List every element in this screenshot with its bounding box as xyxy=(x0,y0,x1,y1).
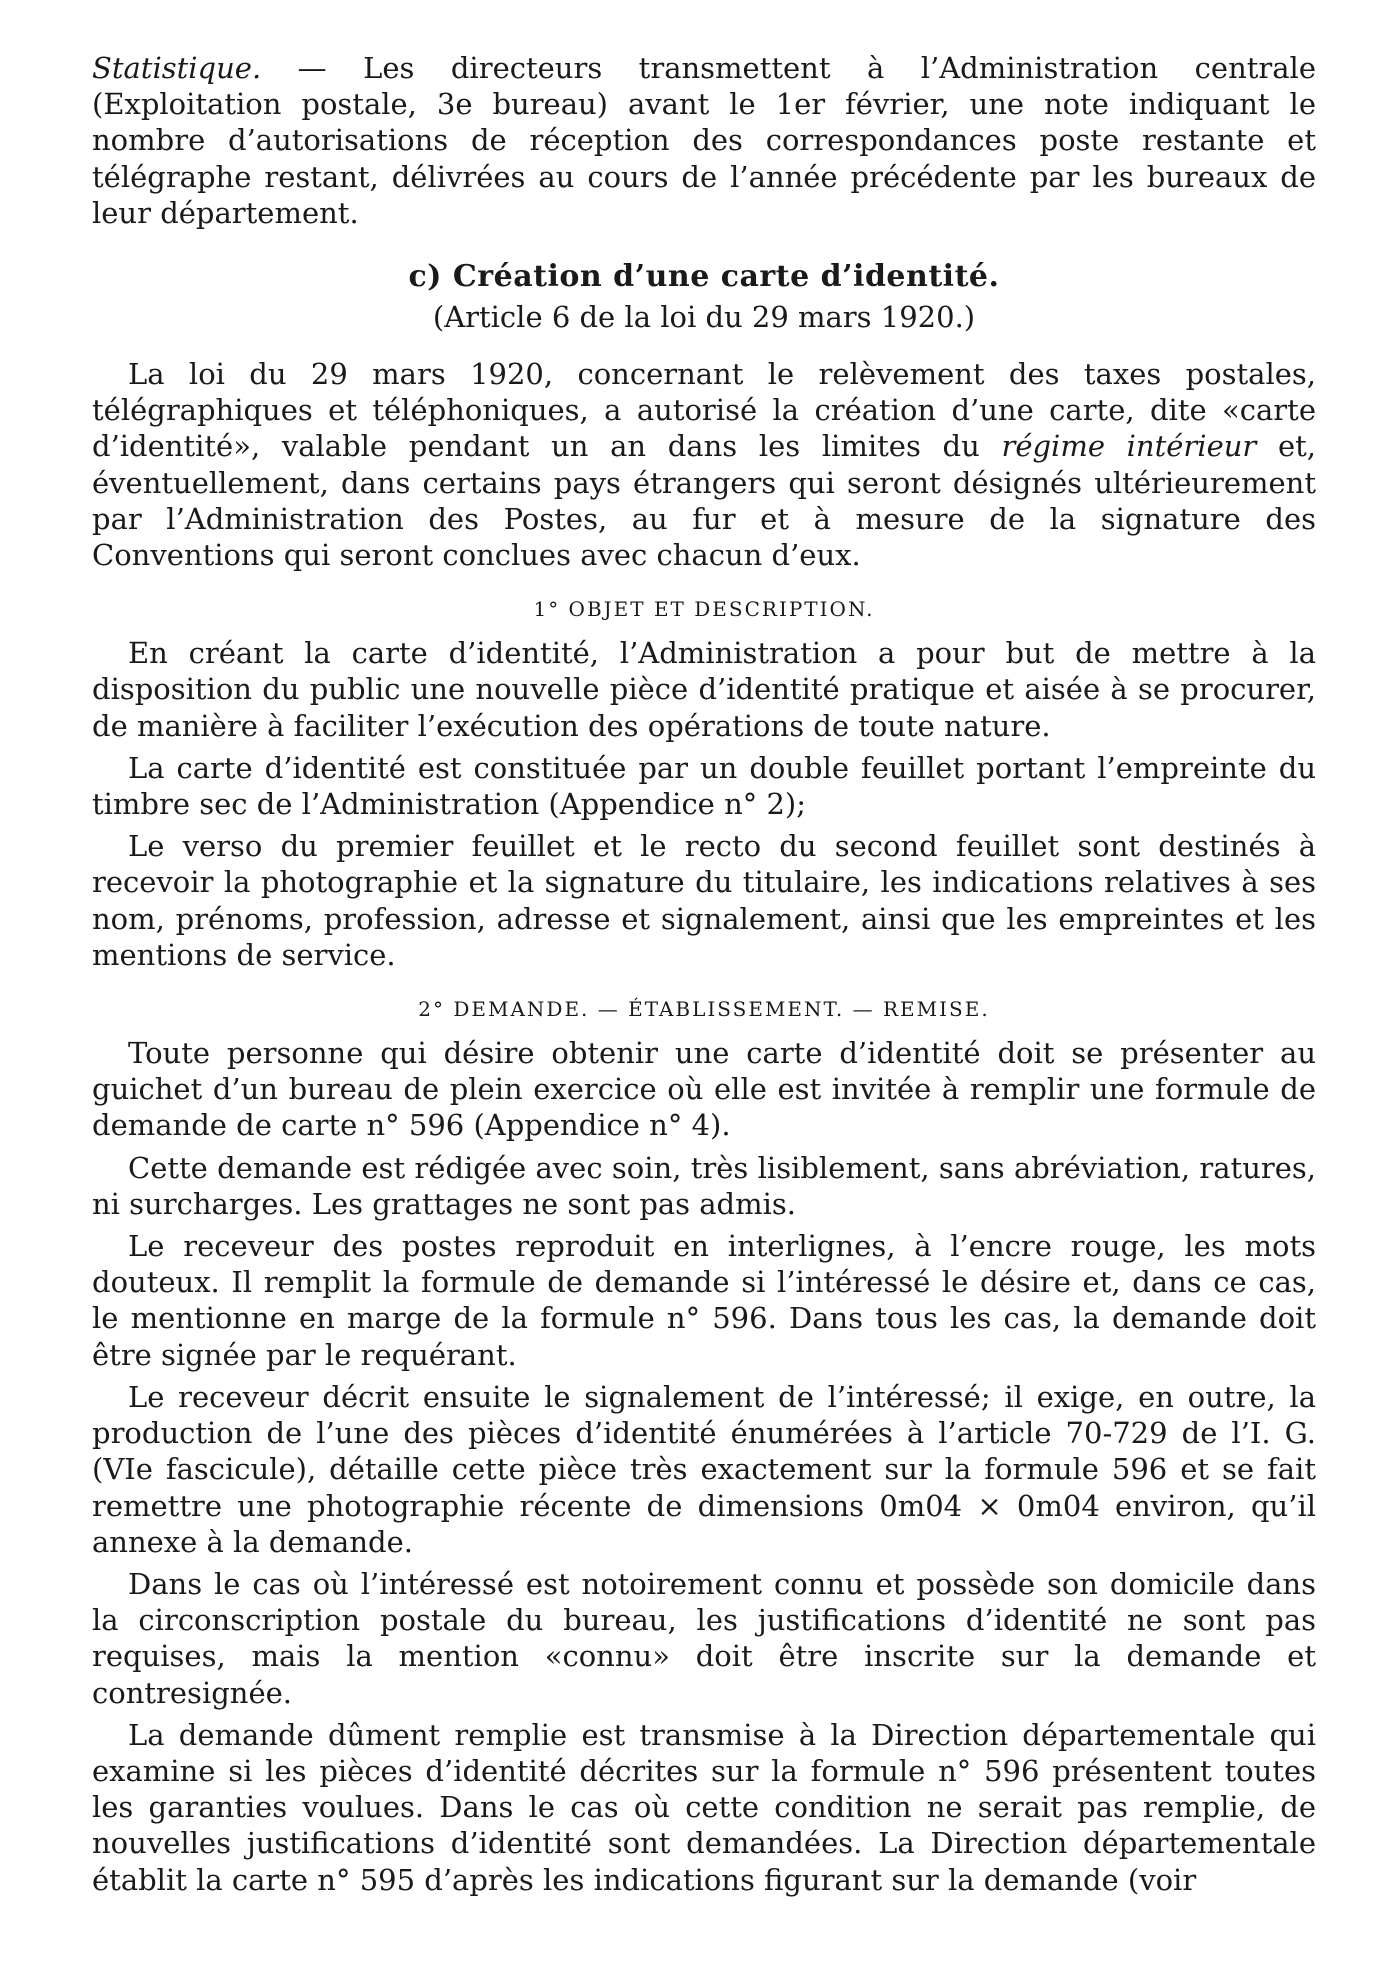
section-c-title: c) Création d’une carte d’identité. xyxy=(408,259,1000,295)
section-c-subtitle: (Article 6 de la loi du 29 mars 1920.) xyxy=(432,300,976,335)
section-2-paragraph: Dans le cas où l’intéressé est notoirement connu et possède son domicile dans la circonscription postale du bureau, les justifications d’identité ne sont pas requises, mais la mention «connu» doit être inscrite sur la demande et contresignée. xyxy=(92,1566,1316,1710)
section-2-paragraph: La demande dûment remplie est transmise à la Direction départementale qui examine si les pièces d’identité décrites sur la formule n° 596 présentent toutes les garanties voulues. Dans le cas où cette condition ne serait pas remplie, de nouvelles justifications d’identité sont demandées. La Direction départementale établit la carte n° 595 d’après les indications figurant sur la demande (voir xyxy=(92,1717,1316,1897)
intro-text: — Les directeurs transmettent à l’Administration centrale (Exploitation postale, 3e bureau) avant le 1er février, une note indiquant le nombre d’autorisations de réception des correspondances poste restante et télégraphe restant, délivrées au cours de l’année précédente par les bureaux de leur département. xyxy=(92,51,1316,230)
section-2-paragraph: Cette demande est rédigée avec soin, très lisiblement, sans abréviation, ratures, ni surcharges. Les grattages ne sont pas admis. xyxy=(92,1150,1316,1221)
section-1-paragraph: Le verso du premier feuillet et le recto du second feuillet sont destinés à recevoir la photographie et la signature du titulaire, les indications relatives à ses nom, prénoms, profession, adresse et signalement, ainsi que les empreintes et les mentions de service. xyxy=(92,829,1316,972)
intro-lead: Statistique. xyxy=(92,51,262,85)
intro-paragraph xyxy=(92,50,1316,231)
section-2-paragraph: Le receveur des postes reproduit en interlignes, à l’encre rouge, les mots douteux. Il remplit la formule de demande si l’intéressé le désire et, dans ce cas, le mentionne en marge de la formule n° 596. Dans tous les cas, la demande doit être signée par le requérant. xyxy=(92,1229,1316,1372)
section-c-italic: régime intérieur xyxy=(1001,429,1257,464)
section-2-paragraph: Toute personne qui désire obtenir une carte d’identité doit se présenter au guichet d’un bureau de plein exercice où elle est invitée à remplir une formule de demande de carte n° 596 (Appendice n° 4). xyxy=(92,1036,1316,1143)
section-1-paragraph: En créant la carte d’identité, l’Administration a pour but de mettre à la disposition du public une nouvelle pièce d’identité pratique et aisée à se procurer, de manière à faciliter l’exécution des opérations de toute nature. xyxy=(92,636,1316,743)
section-1-paragraph: La carte d’identité est constituée par un double feuillet portant l’empreinte du timbre sec de l’Administration (Appendice n° 2); xyxy=(92,750,1316,822)
section-c-text-b: et, éventuellement, dans certains pays étrangers qui seront désignés ultérieurement par l’Administration des Postes, au fur et à mesure de la signature des Conventions qui seront conclues avec chacun d’eux. xyxy=(92,429,1316,573)
section-1-heading: 1° OBJET ET DESCRIPTION. xyxy=(533,597,875,622)
section-c-text-a: La loi du 29 mars 1920, concernant le relèvement des taxes postales, télégraphiques et téléphoniques, a autorisé la création d’une carte, dite «carte d’identité», valable pendant un an dans les limites du xyxy=(92,357,1316,464)
section-2-heading: 2° DEMANDE. — ÉTABLISSEMENT. — REMISE. xyxy=(418,997,990,1022)
section-c-paragraph xyxy=(92,356,1316,573)
section-2-paragraph: Le receveur décrit ensuite le signalement de l’intéressé; il exige, en outre, la production de l’une des pièces d’identité énumérées à l’article 70-729 de l’I. G. (VIe fascicule), détaille cette pièce très exactement sur la formule 596 et se fait remettre une photographie récente de dimensions 0m04 × 0m04 environ, qu’il annexe à la demande. xyxy=(92,1379,1316,1559)
